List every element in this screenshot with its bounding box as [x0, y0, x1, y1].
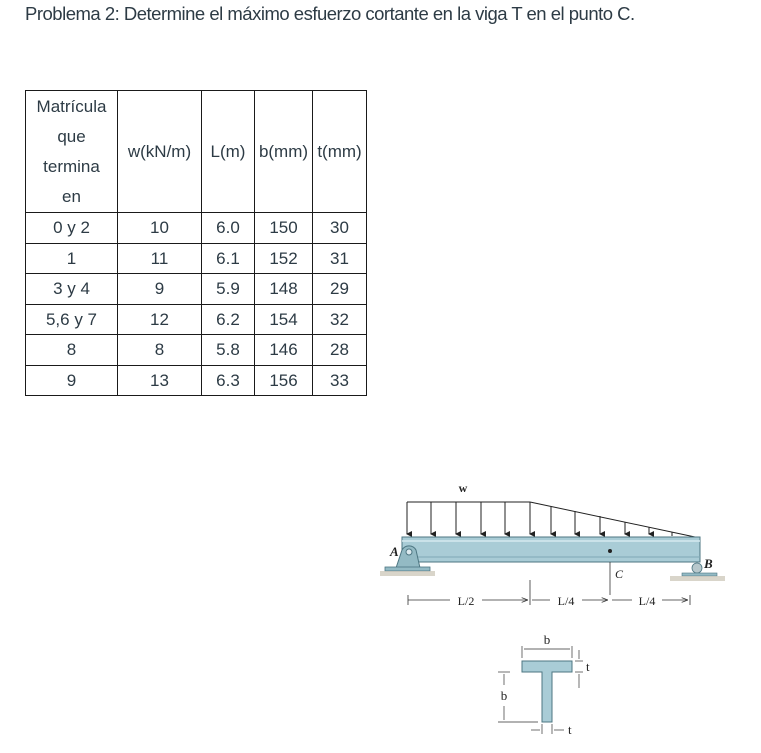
table-row: 1 11 6.1 152 31: [26, 243, 367, 274]
label-b-top: b: [543, 632, 551, 647]
point-c-marker: [608, 549, 612, 553]
header-w: w(kN/m): [118, 91, 202, 213]
t-section-dimensions: [498, 646, 583, 734]
label-t-flange: t: [586, 659, 590, 674]
distributed-load: [407, 502, 695, 537]
header-L: L(m): [202, 91, 255, 213]
label-b-side: b: [500, 688, 508, 703]
load-label: w: [458, 481, 468, 495]
table-row: 5,6 y 7 12 6.2 154 32: [26, 304, 367, 335]
beam: [402, 537, 700, 562]
header-b: b(mm): [255, 91, 313, 213]
dim-l-quarter-1: L/4: [557, 594, 575, 608]
dim-l-half: L/2: [457, 594, 475, 608]
data-table: [25, 90, 367, 396]
t-section: [522, 661, 572, 722]
table-row: 8 8 5.8 146 28: [26, 335, 367, 366]
dim-l-quarter-2: L/4: [638, 594, 656, 608]
problem-title: Problema 2: Determine el máximo esfuerzo cortante en la viga T en el punto C.: [25, 3, 635, 24]
label-b: B: [704, 556, 713, 571]
label-c: C: [615, 567, 624, 581]
label-t-web: t: [568, 722, 572, 737]
beam-diagram: [370, 470, 730, 753]
table-row: 0 y 2 10 6.0 150 30: [26, 213, 367, 244]
header-t: t(mm): [313, 91, 367, 213]
table-header-row: [26, 91, 367, 213]
table-row: 9 13 6.3 156 33: [26, 365, 367, 396]
table-row: 3 y 4 9 5.9 148 29: [26, 274, 367, 305]
label-a: A: [390, 544, 399, 559]
header-matricula: Matrícula que termina en: [26, 91, 118, 213]
roller-support-b: [670, 563, 725, 581]
